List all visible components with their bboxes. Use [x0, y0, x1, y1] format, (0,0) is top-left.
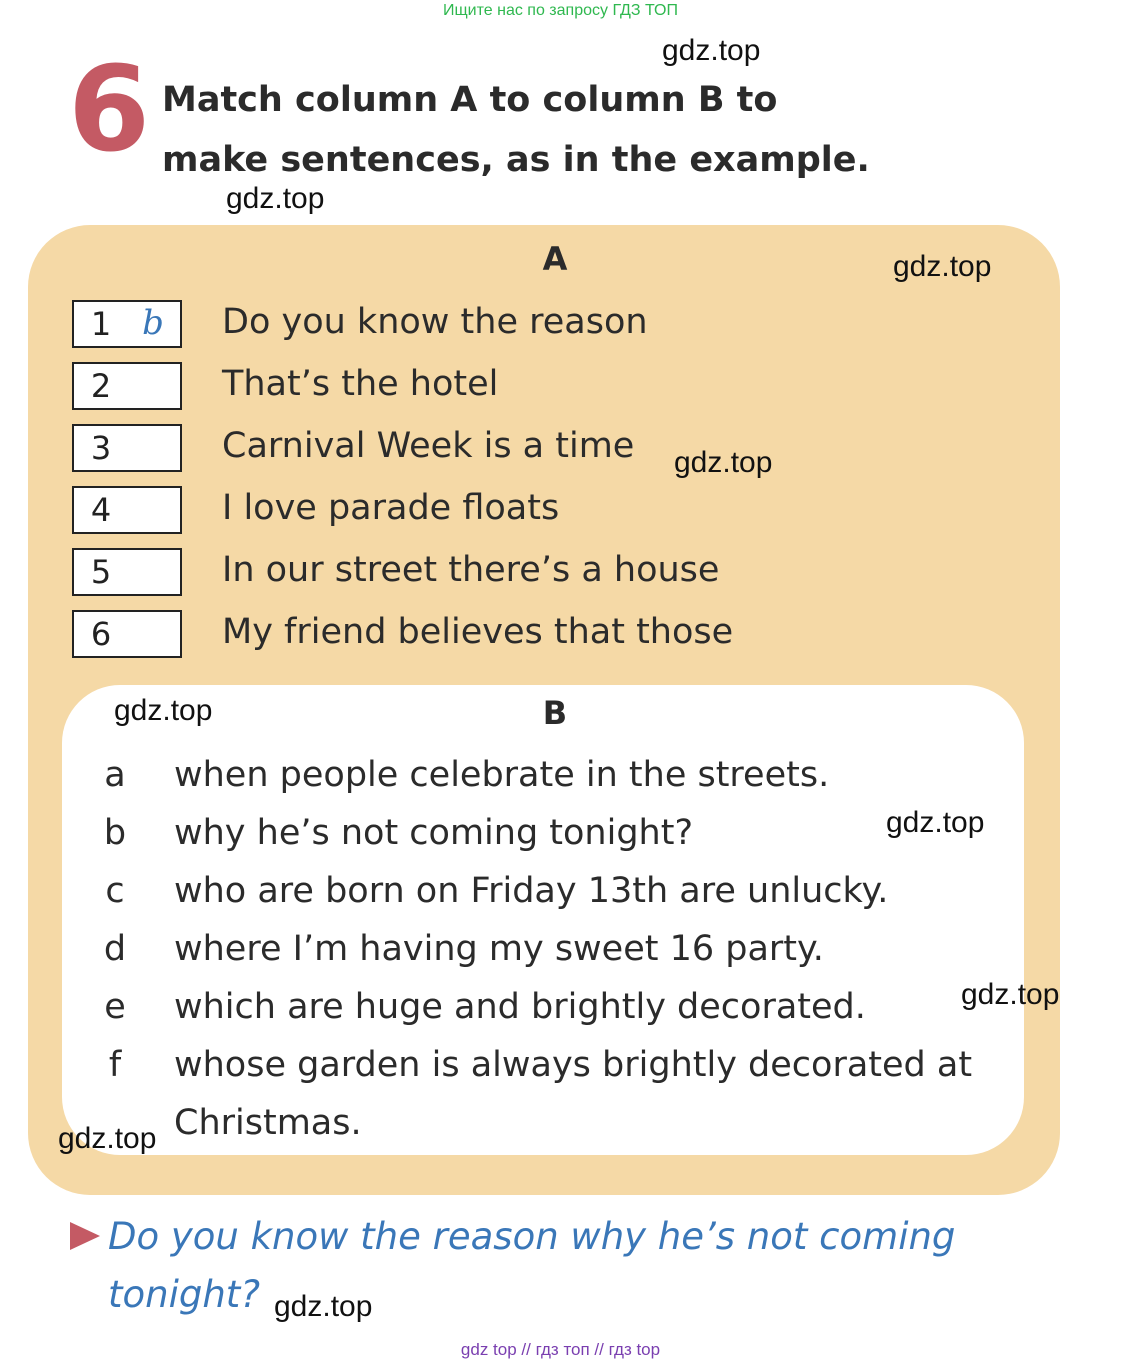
column-a-heading: A — [542, 240, 568, 278]
answer-box[interactable] — [126, 610, 182, 658]
row-letter: f — [108, 1045, 122, 1085]
example-sentence: Do you know the reason why he’s not coming tonight? — [108, 1215, 956, 1316]
exercise-instruction: Match column A to column B to make sentences, as in the example. — [162, 80, 870, 180]
watermark: gdz.top — [886, 806, 985, 839]
row-number: 4 — [72, 486, 130, 534]
sentence-end: when people celebrate in the streets. — [174, 755, 830, 795]
row-letter: a — [104, 755, 126, 795]
answer-box[interactable] — [126, 548, 182, 596]
watermark: gdz.top — [274, 1290, 373, 1323]
row-number: 1 — [72, 300, 130, 348]
row-number: 2 — [72, 362, 130, 410]
sentence-end: where I’m having my sweet 16 party. — [174, 929, 824, 969]
row-letter: d — [103, 929, 127, 969]
answer-box[interactable] — [126, 362, 182, 410]
exercise-number: 6 — [68, 40, 151, 178]
watermark: gdz.top — [114, 694, 213, 727]
watermark: gdz.top — [226, 182, 325, 215]
row-number: 5 — [72, 548, 130, 596]
sentence-start: I love parade floats — [222, 488, 560, 528]
watermark: gdz.top — [674, 446, 773, 479]
sentence-start: Do you know the reason — [222, 302, 648, 342]
footer: gdz top // гдз топ // гдз top — [460, 1340, 661, 1359]
sentence-start: That’s the hotel — [222, 364, 499, 404]
row-letter: e — [104, 987, 126, 1027]
sentence-start: My friend believes that those — [222, 612, 734, 652]
sentence-end: whose garden is always brightly decorated at Christmas. — [174, 1045, 973, 1143]
row-letter: c — [105, 871, 125, 911]
watermark: gdz.top — [961, 978, 1060, 1011]
watermark: gdz.top — [893, 250, 992, 283]
watermark: gdz.top — [662, 34, 761, 67]
row-number: 6 — [72, 610, 130, 658]
play-arrow-icon — [70, 1222, 100, 1250]
column-b-heading: B — [542, 694, 568, 732]
answer-box[interactable] — [126, 486, 182, 534]
row-number: 3 — [72, 424, 130, 472]
sentence-end: who are born on Friday 13th are unlucky. — [174, 871, 889, 911]
row-letter: b — [103, 813, 127, 853]
sentence-start: Carnival Week is a time — [222, 426, 635, 466]
sentence-start: In our street there’s a house — [222, 550, 720, 590]
sentence-end: which are huge and brightly decorated. — [174, 987, 866, 1027]
answer-box[interactable]: b — [126, 300, 182, 348]
top-banner: Ищите нас по запросу ГДЗ ТОП — [443, 2, 678, 19]
answer-box[interactable] — [126, 424, 182, 472]
sentence-end: why he’s not coming tonight? — [174, 813, 694, 853]
watermark: gdz.top — [58, 1122, 157, 1155]
